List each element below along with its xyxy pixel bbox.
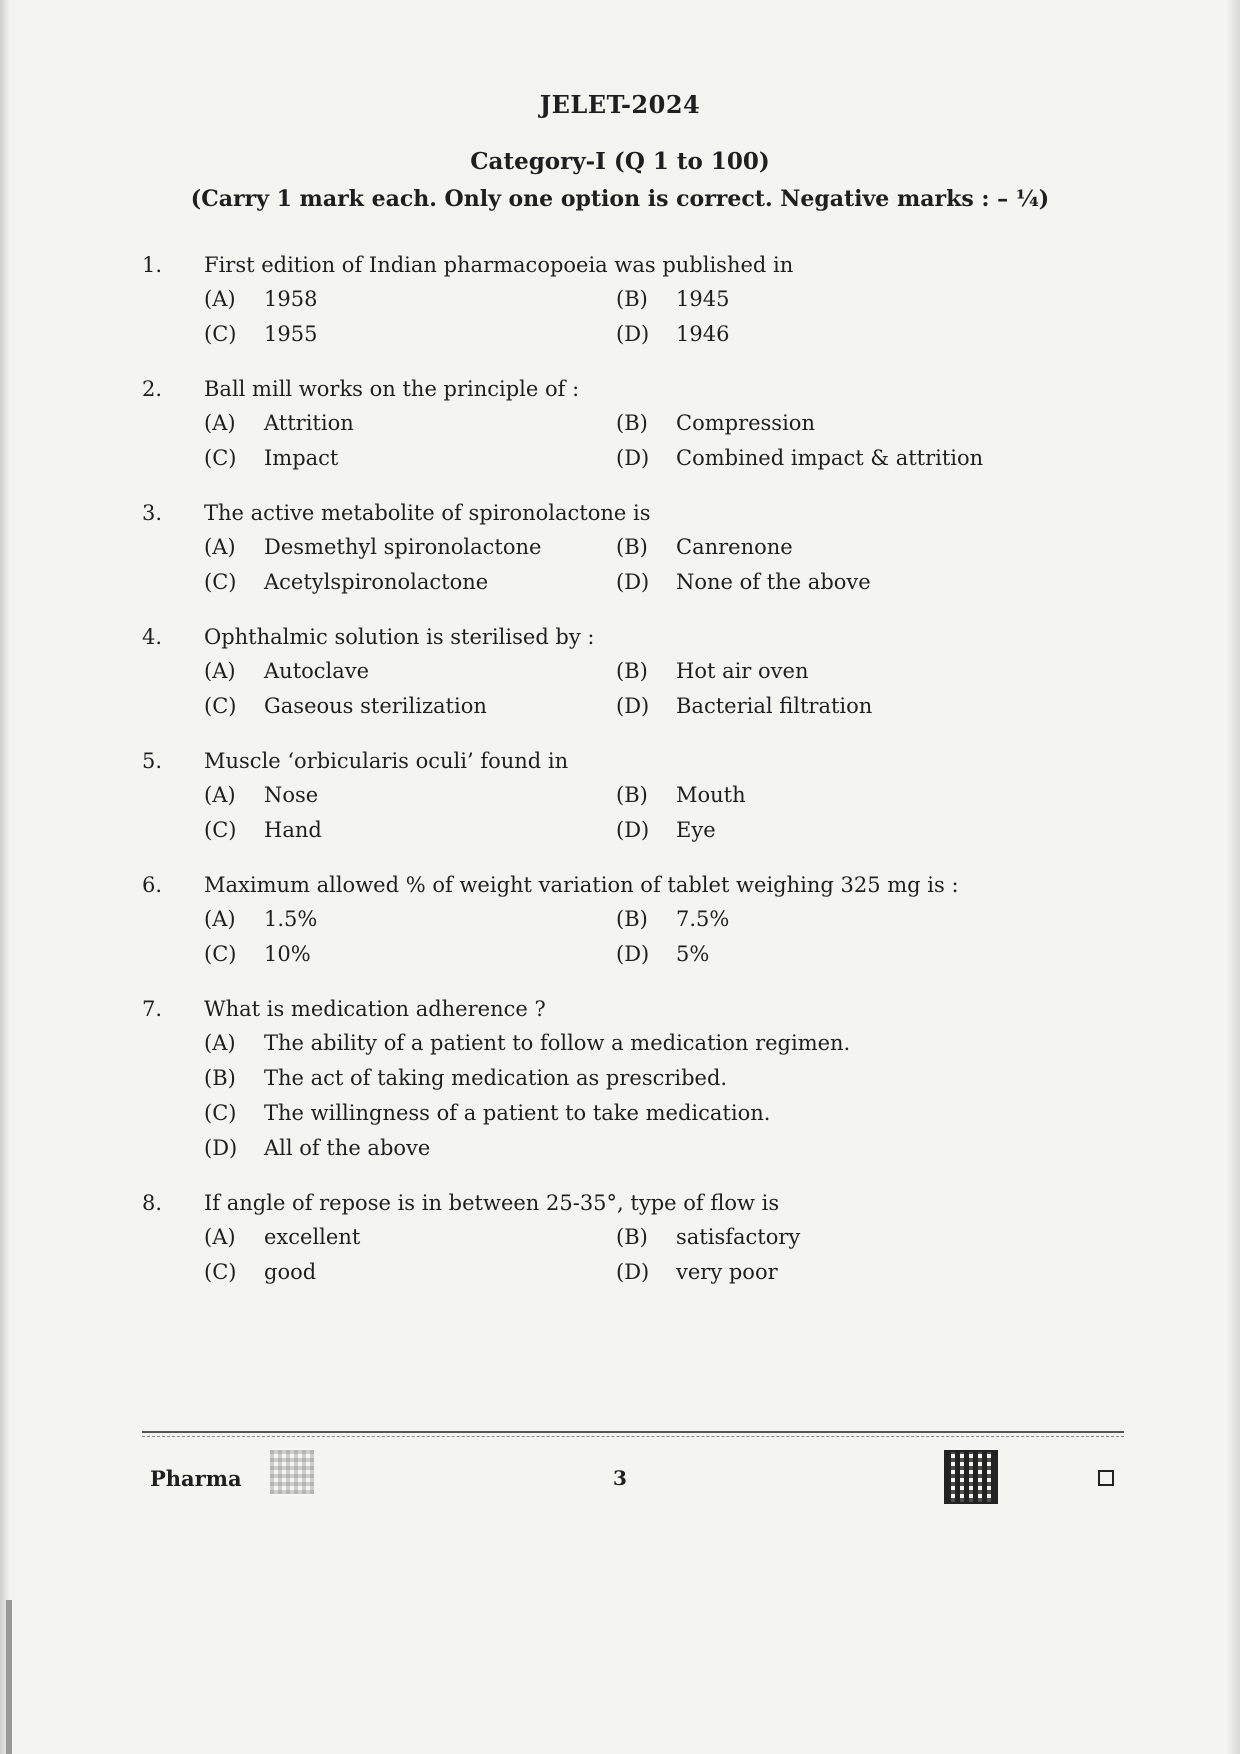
- option-c[interactable]: (C) 1955: [204, 322, 318, 346]
- question-list: [142, 248, 1122, 1310]
- option-c[interactable]: (C) Impact: [204, 446, 339, 470]
- option-b[interactable]: (B) Mouth: [616, 783, 746, 807]
- question-number: 2.: [142, 377, 163, 401]
- option-a[interactable]: (A) 1958: [204, 287, 318, 311]
- question-8: [142, 1186, 1122, 1290]
- scan-right-edge: [1226, 0, 1240, 1754]
- option-c[interactable]: (C) Acetylspironolactone: [204, 570, 489, 594]
- option-d[interactable]: (D) None of the above: [616, 570, 871, 594]
- category-heading: Category-I (Q 1 to 100): [470, 148, 770, 175]
- option-c[interactable]: (C) The willingness of a patient to take medication.: [204, 1101, 771, 1125]
- question-number: 7.: [142, 997, 163, 1021]
- option-b[interactable]: (B) Hot air oven: [616, 659, 809, 683]
- footer-divider: [142, 1431, 1124, 1433]
- option-d[interactable]: (D) 5%: [616, 942, 710, 966]
- question-6: [142, 868, 1122, 972]
- question-4: [142, 620, 1122, 724]
- question-number: 8.: [142, 1191, 163, 1215]
- question-text: If angle of repose is in between 25-35°, type of flow is: [204, 1191, 780, 1215]
- question-1: [142, 248, 1122, 352]
- option-c[interactable]: (C) Gaseous sterilization: [204, 694, 487, 718]
- option-c[interactable]: (C) good: [204, 1260, 317, 1284]
- option-a[interactable]: (A) 1.5%: [204, 907, 318, 931]
- question-number: 1.: [142, 253, 163, 277]
- question-5: [142, 744, 1122, 848]
- option-d[interactable]: (D) Bacterial filtration: [616, 694, 873, 718]
- exam-title: JELET-2024: [539, 90, 701, 119]
- option-b[interactable]: (B) satisfactory: [616, 1225, 801, 1249]
- square-marker-icon: [1098, 1470, 1114, 1486]
- option-d[interactable]: (D) very poor: [616, 1260, 778, 1284]
- qr-code-icon: [944, 1450, 998, 1504]
- option-d[interactable]: (D) All of the above: [204, 1136, 431, 1160]
- question-number: 4.: [142, 625, 163, 649]
- option-a[interactable]: (A) Autoclave: [204, 659, 370, 683]
- scan-left-edge-mark: [6, 1600, 12, 1754]
- question-text: Muscle ‘orbicularis oculi’ found in: [204, 749, 569, 773]
- option-b[interactable]: (B) Canrenone: [616, 535, 793, 559]
- question-text: What is medication adherence ?: [204, 997, 546, 1021]
- option-c[interactable]: (C) 10%: [204, 942, 311, 966]
- option-b[interactable]: (B) 7.5%: [616, 907, 730, 931]
- question-3: [142, 496, 1122, 600]
- scan-left-edge: [0, 0, 10, 1754]
- option-a[interactable]: (A) The ability of a patient to follow a medication regimen.: [204, 1031, 851, 1055]
- question-text: The active metabolite of spironolactone is: [204, 501, 651, 525]
- question-2: [142, 372, 1122, 476]
- option-a[interactable]: (A) Attrition: [204, 411, 354, 435]
- option-b[interactable]: (B) Compression: [616, 411, 815, 435]
- option-a[interactable]: (A) Nose: [204, 783, 319, 807]
- option-a[interactable]: (A) excellent: [204, 1225, 361, 1249]
- question-text: Maximum allowed % of weight variation of tablet weighing 325 mg is :: [204, 873, 959, 897]
- option-d[interactable]: (D) 1946: [616, 322, 730, 346]
- question-text: Ophthalmic solution is sterilised by :: [204, 625, 595, 649]
- footer-divider-dashed: [142, 1436, 1124, 1437]
- option-a[interactable]: (A) Desmethyl spironolactone: [204, 535, 542, 559]
- option-d[interactable]: (D) Eye: [616, 818, 716, 842]
- option-c[interactable]: (C) Hand: [204, 818, 322, 842]
- question-number: 5.: [142, 749, 163, 773]
- footer-subject: Pharma: [150, 1466, 242, 1491]
- question-text: Ball mill works on the principle of :: [204, 377, 580, 401]
- question-7: [142, 992, 1122, 1166]
- option-b[interactable]: (B) The act of taking medication as prescribed.: [204, 1066, 728, 1090]
- option-d[interactable]: (D) Combined impact & attrition: [616, 446, 984, 470]
- question-number: 6.: [142, 873, 163, 897]
- question-text: First edition of Indian pharmacopoeia was published in: [204, 253, 794, 277]
- marking-instructions: (Carry 1 mark each. Only one option is correct. Negative marks : – ¼): [190, 186, 1050, 212]
- option-b[interactable]: (B) 1945: [616, 287, 730, 311]
- question-number: 3.: [142, 501, 163, 525]
- page-number: 3: [613, 1466, 627, 1490]
